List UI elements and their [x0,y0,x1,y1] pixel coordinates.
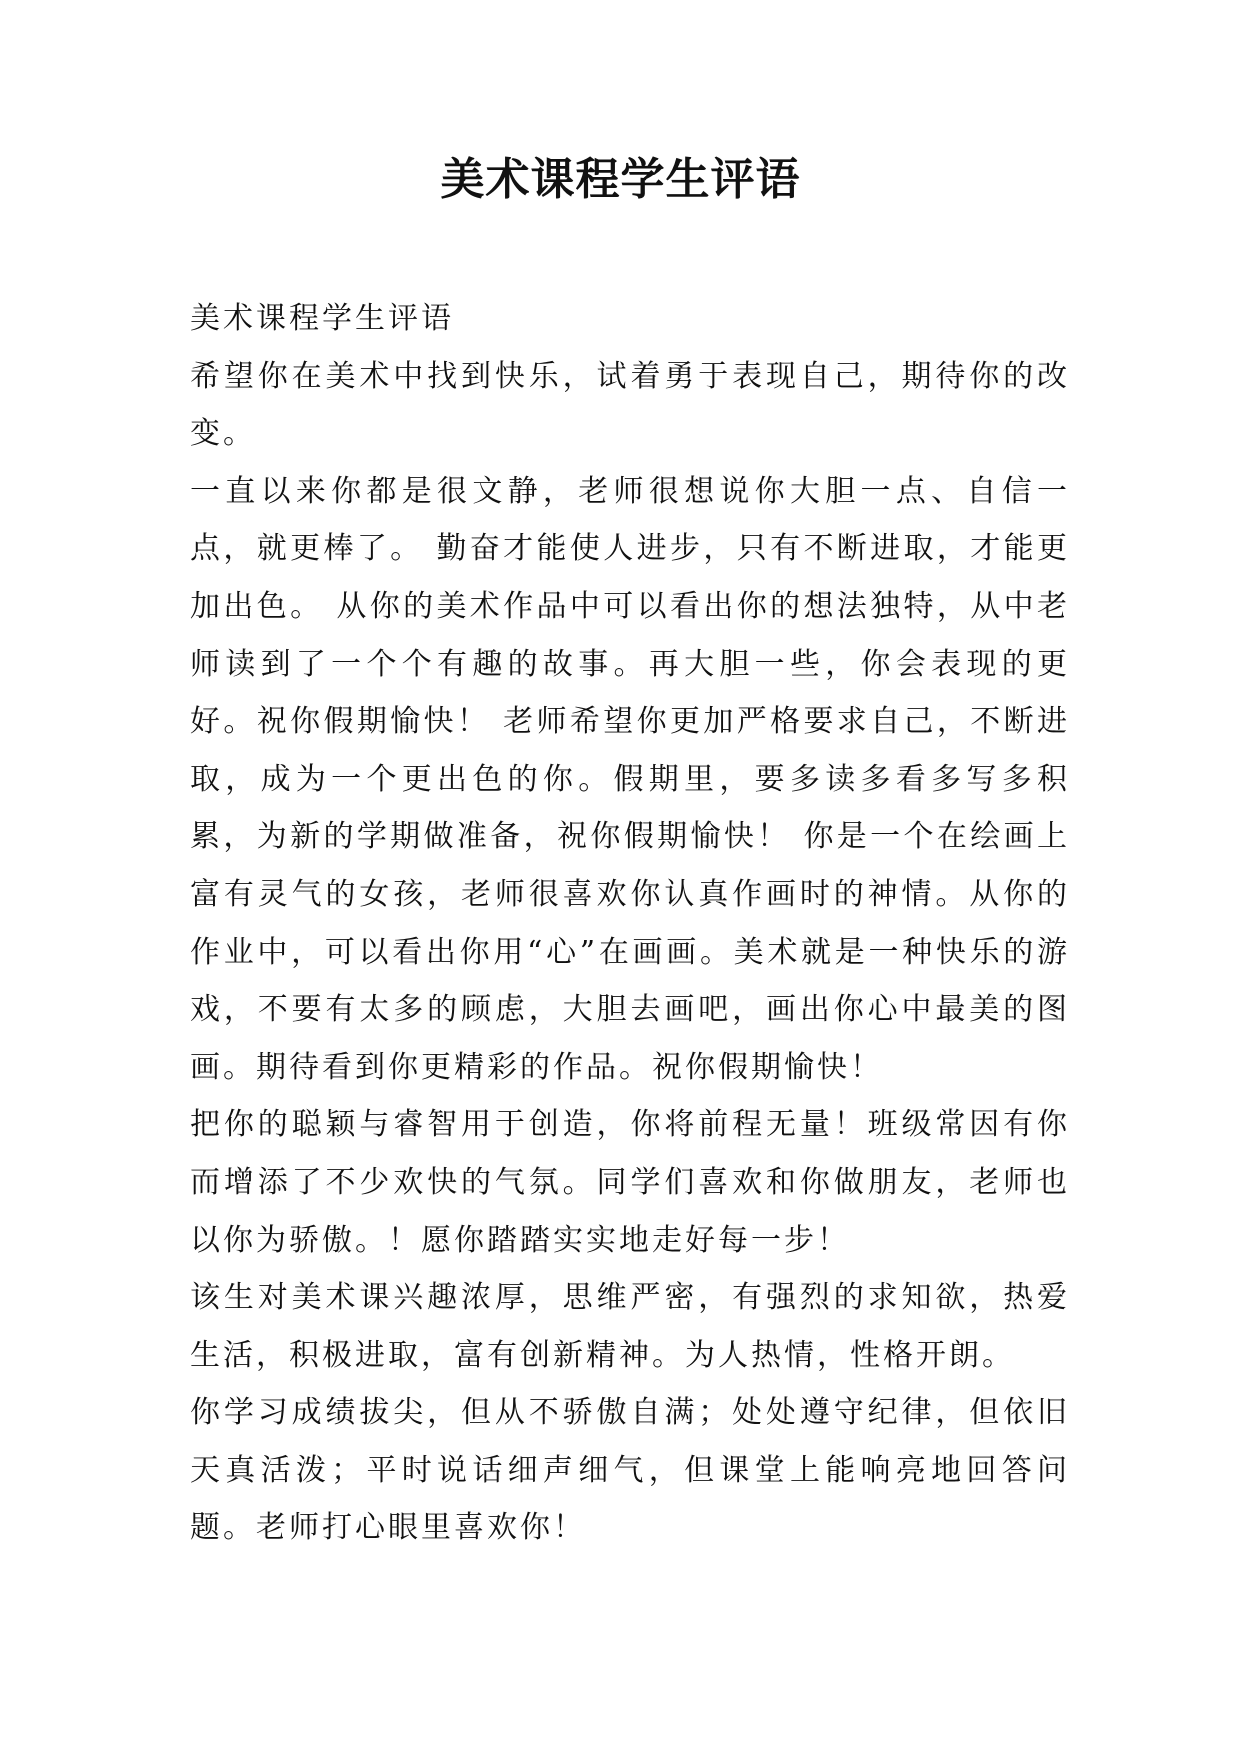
paragraph: 把你的聪颖与睿智用于创造，你将前程无量！班级常因有你而增添了不少欢快的气氛。同学们喜欢和你做朋友，老师也以你为骄傲。！愿你踏踏实实地走好每一步！ [190,1107,1070,1258]
document-body [190,290,1070,1557]
paragraph-heading: 美术课程学生评语 [190,301,454,336]
paragraph: 该生对美术课兴趣浓厚，思维严密，有强烈的求知欲，热爱生活，积极进取，富有创新精神。为人热情，性格开朗。 [190,1280,1070,1373]
paragraph: 你学习成绩拔尖，但从不骄傲自满；处处遵守纪律，但依旧天真活泼；平时说话细声细气，但课堂上能响亮地回答问题。老师打心眼里喜欢你！ [190,1395,1070,1546]
document-title: 美术课程学生评语 [440,154,801,205]
paragraph: 一直以来你都是很文静，老师很想说你大胆一点、自信一点，就更棒了。 勤奋才能使人进步，只有不断进取，才能更加出色。 从你的美术作品中可以看出你的想法独特，从中老师读到了一个个有趣的故事。再大胆一些，你会表现的更好。祝你假期愉快！ 老师希望你更加严格要求自己，不断进取，成为一个更出色的你。假期里，要多读多看多写多积累，为新的学期做准备，祝你假期愉快！ 你是一个在绘画上富有灵气的女孩，老师很喜欢你认真作画时的神情。从你的作业中，可以看出你用“心”在画画。美术就是一种快乐的游戏，不要有太多的顾虑，大胆去画吧，画出你心中最美的图画。期待看到你更精彩的作品。祝你假期愉快！ [190,473,1070,1085]
paragraph: 希望你在美术中找到快乐，试着勇于表现自己，期待你的改变。 [190,358,1070,452]
